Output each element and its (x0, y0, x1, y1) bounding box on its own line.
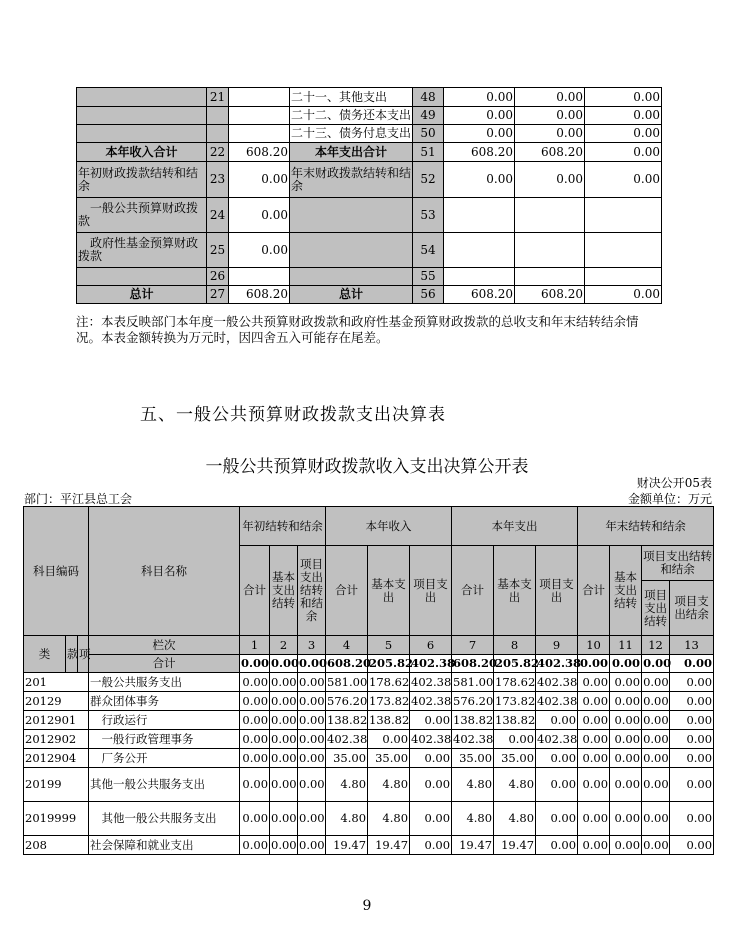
header-proj-carry: 项目支出结转 (642, 581, 670, 636)
income-line-number: 24 (207, 198, 229, 233)
form-number: 财决公开05表 (636, 476, 712, 490)
cell-value: 35.00 (452, 749, 494, 768)
expense-general-budget-value: 0.00 (515, 107, 585, 125)
main-expenditure-table (23, 506, 714, 855)
header-end-balance: 年末结转和结余 (578, 507, 714, 546)
cell-value: 0.00 (270, 711, 298, 730)
cell-value: 0.00 (270, 730, 298, 749)
table-row (24, 802, 714, 836)
cell-value: 581.00 (326, 673, 368, 692)
income-line-number: 27 (207, 286, 229, 304)
cell-value: 173.82 (368, 692, 410, 711)
total-value: 402.38 (410, 655, 452, 673)
column-number: 4 (326, 636, 368, 655)
table-row (24, 711, 714, 730)
subject-code: 20129 (24, 692, 89, 711)
table-row (24, 749, 714, 768)
expense-fund-budget-value (585, 233, 662, 268)
header-kuan: 款 (66, 636, 78, 673)
header-proj-sub: 项目支出结转和结余 (642, 546, 714, 581)
expense-fund-budget-value: 0.00 (585, 286, 662, 304)
income-item-label (77, 107, 207, 125)
header-total: 合计 (326, 546, 368, 636)
header-basic-carry: 基本支出结转 (610, 546, 642, 636)
cell-value: 138.82 (452, 711, 494, 730)
cell-value: 0.00 (298, 673, 326, 692)
cell-value: 19.47 (326, 836, 368, 855)
cell-value: 0.00 (610, 692, 642, 711)
cell-value: 576.20 (326, 692, 368, 711)
cell-value: 0.00 (270, 768, 298, 802)
expense-total-value: 0.00 (444, 88, 515, 107)
subject-code: 2012904 (24, 749, 89, 768)
cell-value: 0.00 (670, 692, 714, 711)
column-number: 2 (270, 636, 298, 655)
table-note: 注：本表反映部门本年度一般公共预算财政拨款和政府性基金预算财政拨款的总收支和年末结转结余情况。本表金额转换为万元时，因四舍五入可能存在尾差。 (76, 314, 639, 345)
total-value: 0.00 (298, 655, 326, 673)
income-value (229, 125, 290, 143)
cell-value: 0.00 (240, 768, 270, 802)
income-item-label (77, 125, 207, 143)
table-row (24, 730, 714, 749)
total-value: 205.82 (494, 655, 536, 673)
cell-value: 0.00 (298, 749, 326, 768)
cell-value: 0.00 (240, 749, 270, 768)
cell-value: 178.62 (494, 673, 536, 692)
cell-value: 0.00 (298, 836, 326, 855)
cell-value: 4.80 (494, 768, 536, 802)
cell-value: 0.00 (578, 768, 610, 802)
cell-value: 35.00 (326, 749, 368, 768)
income-item-label: 政府性基金预算财政拨款 (77, 233, 207, 268)
column-number: 12 (642, 636, 670, 655)
table-row (77, 286, 662, 304)
table-row (77, 268, 662, 286)
expense-total-value: 0.00 (444, 125, 515, 143)
cell-value: 0.00 (610, 749, 642, 768)
table-row (24, 673, 714, 692)
cell-value: 19.47 (494, 836, 536, 855)
cell-value: 138.82 (368, 711, 410, 730)
cell-value: 4.80 (494, 802, 536, 836)
total-value: 0.00 (270, 655, 298, 673)
cell-value: 402.38 (410, 730, 452, 749)
expense-line-number: 54 (413, 233, 444, 268)
table-row (24, 768, 714, 802)
cell-value: 0.00 (298, 711, 326, 730)
header-heji: 合计 (89, 655, 240, 673)
expense-line-number: 52 (413, 162, 444, 198)
cell-value: 0.00 (578, 836, 610, 855)
cell-value: 402.38 (326, 730, 368, 749)
subject-name: 社会保障和就业支出 (89, 836, 240, 855)
header-lanci: 栏次 (89, 636, 240, 655)
cell-value: 173.82 (494, 692, 536, 711)
income-item-label (77, 88, 207, 107)
expense-line-number: 50 (413, 125, 444, 143)
cell-value: 0.00 (536, 836, 578, 855)
income-value: 608.20 (229, 143, 290, 162)
cell-value: 0.00 (240, 730, 270, 749)
header-code: 科目编码 (24, 507, 89, 636)
header-expense: 本年支出 (452, 507, 578, 546)
header-total: 合计 (578, 546, 610, 636)
cell-value: 0.00 (670, 768, 714, 802)
column-number: 10 (578, 636, 610, 655)
cell-value: 0.00 (270, 673, 298, 692)
table-row (77, 88, 662, 107)
expense-fund-budget-value: 0.00 (585, 88, 662, 107)
subject-code: 20199 (24, 768, 89, 802)
expense-fund-budget-value: 0.00 (585, 125, 662, 143)
header-xiang: 项 (78, 636, 89, 673)
cell-value: 19.47 (452, 836, 494, 855)
cell-value: 0.00 (610, 802, 642, 836)
expense-item-label: 二十二、债务还本支出 (290, 107, 413, 125)
income-item-label: 本年收入合计 (77, 143, 207, 162)
cell-value: 0.00 (536, 802, 578, 836)
cell-value: 0.00 (240, 692, 270, 711)
column-number: 6 (410, 636, 452, 655)
subject-code: 208 (24, 836, 89, 855)
cell-value: 0.00 (410, 836, 452, 855)
column-number: 11 (610, 636, 642, 655)
income-item-label (77, 268, 207, 286)
income-item-label: 年初财政拨款结转和结余 (77, 162, 207, 198)
cell-value: 0.00 (298, 692, 326, 711)
income-line-number: 21 (207, 88, 229, 107)
cell-value: 0.00 (270, 802, 298, 836)
cell-value: 0.00 (368, 730, 410, 749)
expense-item-label (290, 198, 413, 233)
total-value: 0.00 (670, 655, 714, 673)
header-name: 科目名称 (89, 507, 240, 636)
cell-value: 0.00 (494, 730, 536, 749)
income-value (229, 88, 290, 107)
table-row (77, 125, 662, 143)
header-basic: 基本支出 (494, 546, 536, 636)
cell-value: 0.00 (240, 836, 270, 855)
expense-total-value (444, 198, 515, 233)
expense-general-budget-value: 608.20 (515, 143, 585, 162)
cell-value: 402.38 (410, 692, 452, 711)
cell-value: 0.00 (610, 836, 642, 855)
cell-value: 402.38 (536, 692, 578, 711)
subject-name: 厂务公开 (89, 749, 240, 768)
total-value: 0.00 (642, 655, 670, 673)
column-number: 3 (298, 636, 326, 655)
expense-general-budget-value: 0.00 (515, 162, 585, 198)
subject-code: 201 (24, 673, 89, 692)
income-item-label: 总计 (77, 286, 207, 304)
expense-total-value: 0.00 (444, 107, 515, 125)
expense-total-value (444, 268, 515, 286)
cell-value: 0.00 (536, 768, 578, 802)
cell-value: 0.00 (410, 749, 452, 768)
cell-value: 0.00 (578, 730, 610, 749)
table-row (77, 143, 662, 162)
income-line-number (207, 125, 229, 143)
cell-value: 0.00 (240, 711, 270, 730)
table-row (24, 692, 714, 711)
cell-value: 0.00 (578, 673, 610, 692)
expense-fund-budget-value (585, 268, 662, 286)
cell-value: 0.00 (642, 730, 670, 749)
header-proj-bal: 项目支出结余 (670, 581, 714, 636)
cell-value: 178.62 (368, 673, 410, 692)
total-value: 402.38 (536, 655, 578, 673)
table-title: 一般公共预算财政拨款收入支出决算公开表 (205, 457, 529, 477)
column-number: 8 (494, 636, 536, 655)
income-value (229, 268, 290, 286)
expense-general-budget-value: 0.00 (515, 125, 585, 143)
expense-general-budget-value: 608.20 (515, 286, 585, 304)
cell-value: 576.20 (452, 692, 494, 711)
expense-line-number: 48 (413, 88, 444, 107)
expense-item-label: 二十一、其他支出 (290, 88, 413, 107)
expense-fund-budget-value: 0.00 (585, 162, 662, 198)
table-row (77, 162, 662, 198)
header-lei: 类 (24, 636, 66, 673)
expense-line-number: 53 (413, 198, 444, 233)
table-row (77, 107, 662, 125)
expense-total-value: 608.20 (444, 286, 515, 304)
income-item-label: 一般公共预算财政拨款 (77, 198, 207, 233)
cell-value: 4.80 (452, 768, 494, 802)
subject-name: 一般公共服务支出 (89, 673, 240, 692)
expense-total-value (444, 233, 515, 268)
table-row (24, 836, 714, 855)
cell-value: 138.82 (326, 711, 368, 730)
column-number: 5 (368, 636, 410, 655)
subject-code: 2012902 (24, 730, 89, 749)
expense-item-label: 二十三、债务付息支出 (290, 125, 413, 143)
column-number: 7 (452, 636, 494, 655)
income-value: 0.00 (229, 198, 290, 233)
cell-value: 0.00 (670, 730, 714, 749)
header-total: 合计 (240, 546, 270, 636)
cell-value: 0.00 (410, 768, 452, 802)
column-number: 9 (536, 636, 578, 655)
cell-value: 0.00 (410, 711, 452, 730)
cell-value: 0.00 (410, 802, 452, 836)
expense-item-label: 总计 (290, 286, 413, 304)
cell-value: 0.00 (270, 836, 298, 855)
subject-code: 2019999 (24, 802, 89, 836)
header-basic: 基本支出 (368, 546, 410, 636)
cell-value: 4.80 (326, 802, 368, 836)
cell-value: 4.80 (368, 802, 410, 836)
cell-value: 0.00 (578, 711, 610, 730)
income-value: 608.20 (229, 286, 290, 304)
header-proj: 项目支出 (536, 546, 578, 636)
section-heading: 五、一般公共预算财政拨款支出决算表 (140, 405, 446, 425)
cell-value: 402.38 (452, 730, 494, 749)
expense-fund-budget-value (585, 198, 662, 233)
total-value: 0.00 (610, 655, 642, 673)
expense-line-number: 56 (413, 286, 444, 304)
cell-value: 0.00 (642, 768, 670, 802)
cell-value: 0.00 (536, 711, 578, 730)
income-line-number: 23 (207, 162, 229, 198)
top-summary-table (76, 87, 662, 304)
subject-name: 其他一般公共服务支出 (89, 768, 240, 802)
cell-value: 0.00 (670, 673, 714, 692)
cell-value: 35.00 (368, 749, 410, 768)
subject-name: 一般行政管理事务 (89, 730, 240, 749)
total-value: 0.00 (240, 655, 270, 673)
expense-general-budget-value (515, 268, 585, 286)
subject-name: 其他一般公共服务支出 (89, 802, 240, 836)
cell-value: 0.00 (298, 730, 326, 749)
total-value: 608.20 (452, 655, 494, 673)
expense-general-budget-value (515, 233, 585, 268)
income-value: 0.00 (229, 233, 290, 268)
cell-value: 0.00 (270, 692, 298, 711)
cell-value: 0.00 (298, 802, 326, 836)
cell-value: 4.80 (452, 802, 494, 836)
cell-value: 0.00 (578, 692, 610, 711)
cell-value: 0.00 (610, 711, 642, 730)
cell-value: 0.00 (298, 768, 326, 802)
expense-line-number: 51 (413, 143, 444, 162)
column-number: 13 (670, 636, 714, 655)
expense-item-label: 本年支出合计 (290, 143, 413, 162)
cell-value: 0.00 (270, 749, 298, 768)
cell-value: 402.38 (410, 673, 452, 692)
cell-value: 0.00 (240, 802, 270, 836)
cell-value: 19.47 (368, 836, 410, 855)
cell-value: 581.00 (452, 673, 494, 692)
cell-value: 0.00 (642, 749, 670, 768)
cell-value: 0.00 (670, 802, 714, 836)
cell-value: 35.00 (494, 749, 536, 768)
expense-total-value: 0.00 (444, 162, 515, 198)
cell-value: 0.00 (670, 711, 714, 730)
expense-line-number: 49 (413, 107, 444, 125)
cell-value: 0.00 (610, 768, 642, 802)
cell-value: 4.80 (368, 768, 410, 802)
header-basic-carry: 基本支出结转 (270, 546, 298, 636)
cell-value: 0.00 (642, 711, 670, 730)
income-line-number: 22 (207, 143, 229, 162)
column-number: 1 (240, 636, 270, 655)
cell-value: 138.82 (494, 711, 536, 730)
table-row (77, 233, 662, 268)
cell-value: 4.80 (326, 768, 368, 802)
expense-line-number: 55 (413, 268, 444, 286)
cell-value: 402.38 (536, 673, 578, 692)
cell-value: 0.00 (578, 749, 610, 768)
income-value (229, 107, 290, 125)
department-label: 部门：平江县总工会 (24, 492, 133, 506)
header-begin-balance: 年初结转和结余 (240, 507, 326, 546)
expense-total-value: 608.20 (444, 143, 515, 162)
cell-value: 0.00 (642, 836, 670, 855)
expense-item-label (290, 233, 413, 268)
header-proj-carry-bal: 项目支出结转和结余 (298, 546, 326, 636)
header-income: 本年收入 (326, 507, 452, 546)
income-line-number: 25 (207, 233, 229, 268)
expense-item-label (290, 268, 413, 286)
expense-general-budget-value: 0.00 (515, 88, 585, 107)
cell-value: 0.00 (536, 749, 578, 768)
cell-value: 0.00 (240, 673, 270, 692)
income-value: 0.00 (229, 162, 290, 198)
total-value: 0.00 (578, 655, 610, 673)
cell-value: 0.00 (642, 802, 670, 836)
total-value: 205.82 (368, 655, 410, 673)
cell-value: 0.00 (610, 673, 642, 692)
cell-value: 0.00 (670, 836, 714, 855)
cell-value: 0.00 (578, 802, 610, 836)
cell-value: 0.00 (610, 730, 642, 749)
unit-label: 金额单位：万元 (627, 492, 712, 506)
expense-fund-budget-value: 0.00 (585, 143, 662, 162)
income-line-number (207, 107, 229, 125)
expense-fund-budget-value: 0.00 (585, 107, 662, 125)
header-proj: 项目支出 (410, 546, 452, 636)
expense-general-budget-value (515, 198, 585, 233)
header-total: 合计 (452, 546, 494, 636)
cell-value: 0.00 (642, 673, 670, 692)
subject-name: 群众团体事务 (89, 692, 240, 711)
income-line-number: 26 (207, 268, 229, 286)
cell-value: 0.00 (642, 692, 670, 711)
subject-code: 2012901 (24, 711, 89, 730)
subject-name: 行政运行 (89, 711, 240, 730)
table-row (77, 198, 662, 233)
cell-value: 0.00 (670, 749, 714, 768)
page-number: 9 (362, 898, 372, 914)
expense-item-label: 年末财政拨款结转和结余 (290, 162, 413, 198)
total-value: 608.20 (326, 655, 368, 673)
cell-value: 402.38 (536, 730, 578, 749)
